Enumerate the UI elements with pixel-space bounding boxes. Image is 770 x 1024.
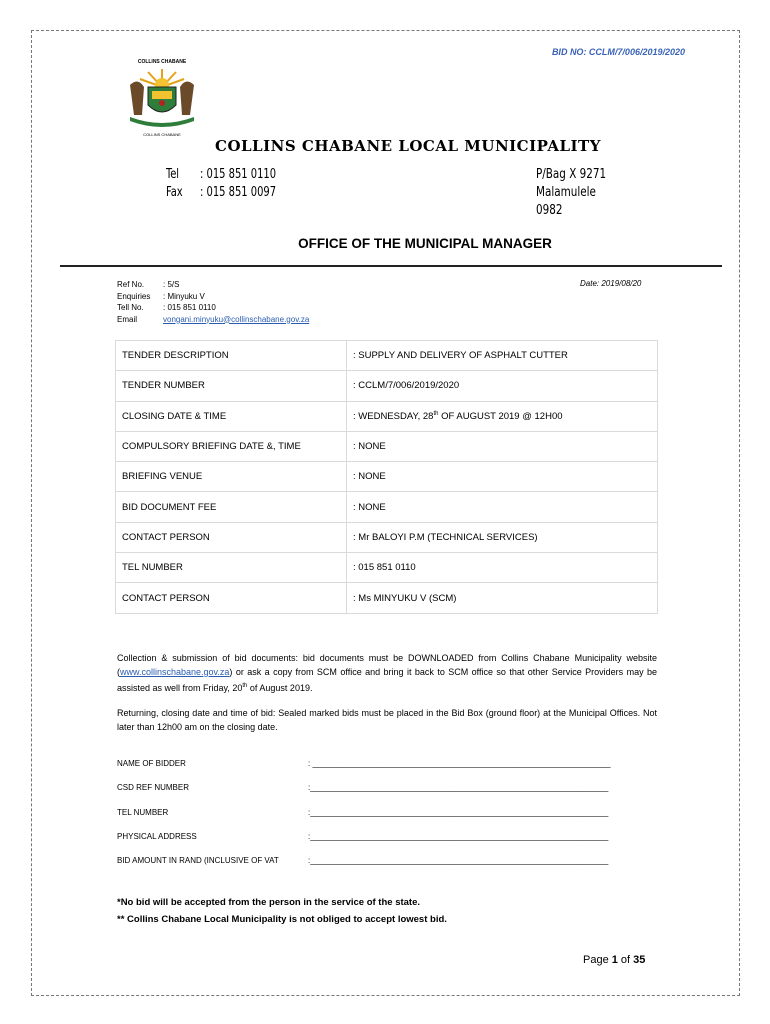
svg-text:COLLINS CHABANE: COLLINS CHABANE — [143, 132, 181, 137]
postal-address — [536, 166, 606, 220]
contact-numbers — [166, 166, 276, 202]
page-number: Page 1 of 35 — [583, 954, 646, 966]
office-title: OFFICE OF THE MUNICIPAL MANAGER — [298, 236, 552, 251]
row-value: : SUPPLY AND DELIVERY OF ASPHALT CUTTER — [347, 341, 658, 371]
row-value: : NONE — [347, 462, 658, 492]
row-value: : NONE — [347, 492, 658, 522]
csd-ref-field[interactable]: CSD REF NUMBER :___________________________________________________________________ — [117, 783, 609, 792]
row-value: : Mr BALOYI P.M (TECHNICAL SERVICES) — [347, 522, 658, 552]
email-label: Email — [117, 314, 138, 324]
row-label: BRIEFING VENUE — [116, 462, 347, 492]
row-label: CLOSING DATE & TIME — [116, 401, 347, 431]
row-value: : NONE — [347, 431, 658, 461]
row-label: BID DOCUMENT FEE — [116, 492, 347, 522]
tender-details-table — [115, 340, 658, 614]
note-line: ** Collins Chabane Local Municipality is not obliged to accept lowest bid. — [117, 914, 447, 925]
ref-value: : 5/S — [163, 280, 180, 289]
enquiries-label: Enquiries — [117, 291, 151, 301]
letter-date: Date: 2019/08/20 — [580, 279, 642, 288]
collection-paragraph: Collection & submission of bid documents: bid documents must be DOWNLOADED from Collins Chabane Municipality website (www.collinschabane.gov.za) or ask a copy from SCM office and bring it back to SCM office so that other Service Providers may be assisted as well from Friday, 20th of August 2019. — [117, 653, 657, 693]
ref-label: Ref No. — [117, 280, 145, 289]
row-label: TEL NUMBER — [116, 553, 347, 583]
table-row — [116, 492, 658, 522]
address-line: 0982 — [536, 203, 563, 218]
fax-value: : 015 851 0097 — [200, 185, 277, 200]
bid-number: BID NO: CCLM/7/006/2019/2020 — [551, 47, 685, 57]
fax-label: Fax — [166, 185, 183, 200]
enquiries-value: : Minyuku V — [163, 291, 205, 301]
table-row — [116, 522, 658, 552]
physical-address-field[interactable]: PHYSICAL ADDRESS :___________________________________________________________________ — [117, 832, 609, 841]
header-divider — [60, 265, 722, 267]
table-row — [116, 341, 658, 371]
row-label: TENDER DESCRIPTION — [116, 341, 347, 371]
row-value: : 015 851 0110 — [347, 553, 658, 583]
row-label: CONTACT PERSON — [116, 522, 347, 552]
table-row — [116, 371, 658, 401]
row-label: CONTACT PERSON — [116, 583, 347, 613]
svg-text:COLLINS CHABANE: COLLINS CHABANE — [137, 59, 187, 65]
table-row — [116, 401, 658, 431]
municipality-name: COLLINS CHABANE LOCAL MUNICIPALITY — [215, 137, 601, 155]
municipal-coat-of-arms-logo — [108, 57, 216, 137]
address-line: P/Bag X 9271 — [536, 167, 607, 182]
tell-value: : 015 851 0110 — [163, 303, 216, 312]
tell-label: Tell No. — [117, 303, 144, 312]
email-link[interactable]: vongani.minyuku@collinschabane.gov.za — [163, 314, 310, 324]
row-value: : CCLM/7/006/2019/2020 — [347, 371, 658, 401]
row-value: : WEDNESDAY, 28th OF AUGUST 2019 @ 12H00 — [347, 401, 658, 431]
reference-block — [117, 279, 309, 325]
table-row — [116, 553, 658, 583]
table-row — [116, 583, 658, 613]
bidder-name-field[interactable]: NAME OF BIDDER : ___________________________________________________________________ — [117, 759, 611, 768]
note-line: *No bid will be accepted from the person in the service of the state. — [117, 897, 421, 908]
row-value: : Ms MINYUKU V (SCM) — [347, 583, 658, 613]
tel-label: Tel — [166, 167, 180, 182]
tel-value: : 015 851 0110 — [200, 167, 277, 182]
table-row — [116, 462, 658, 492]
bid-amount-field[interactable]: BID AMOUNT IN RAND (INCLUSIVE OF VAT :___________________________________________________________________ — [117, 856, 609, 865]
row-label: TENDER NUMBER — [116, 371, 347, 401]
row-label: COMPULSORY BRIEFING DATE &, TIME — [116, 431, 347, 461]
website-link[interactable]: www.collinschabane.gov.za — [120, 667, 230, 677]
table-row — [116, 431, 658, 461]
notes — [117, 894, 447, 928]
address-line: Malamulele — [536, 185, 596, 200]
tel-number-field[interactable]: TEL NUMBER :___________________________________________________________________ — [117, 808, 609, 817]
returning-paragraph: Returning, closing date and time of bid: Sealed marked bids must be placed in the Bid Box (ground floor) at the Municipal Offices. Not later than 12h00 am on the closing date. — [117, 708, 657, 732]
